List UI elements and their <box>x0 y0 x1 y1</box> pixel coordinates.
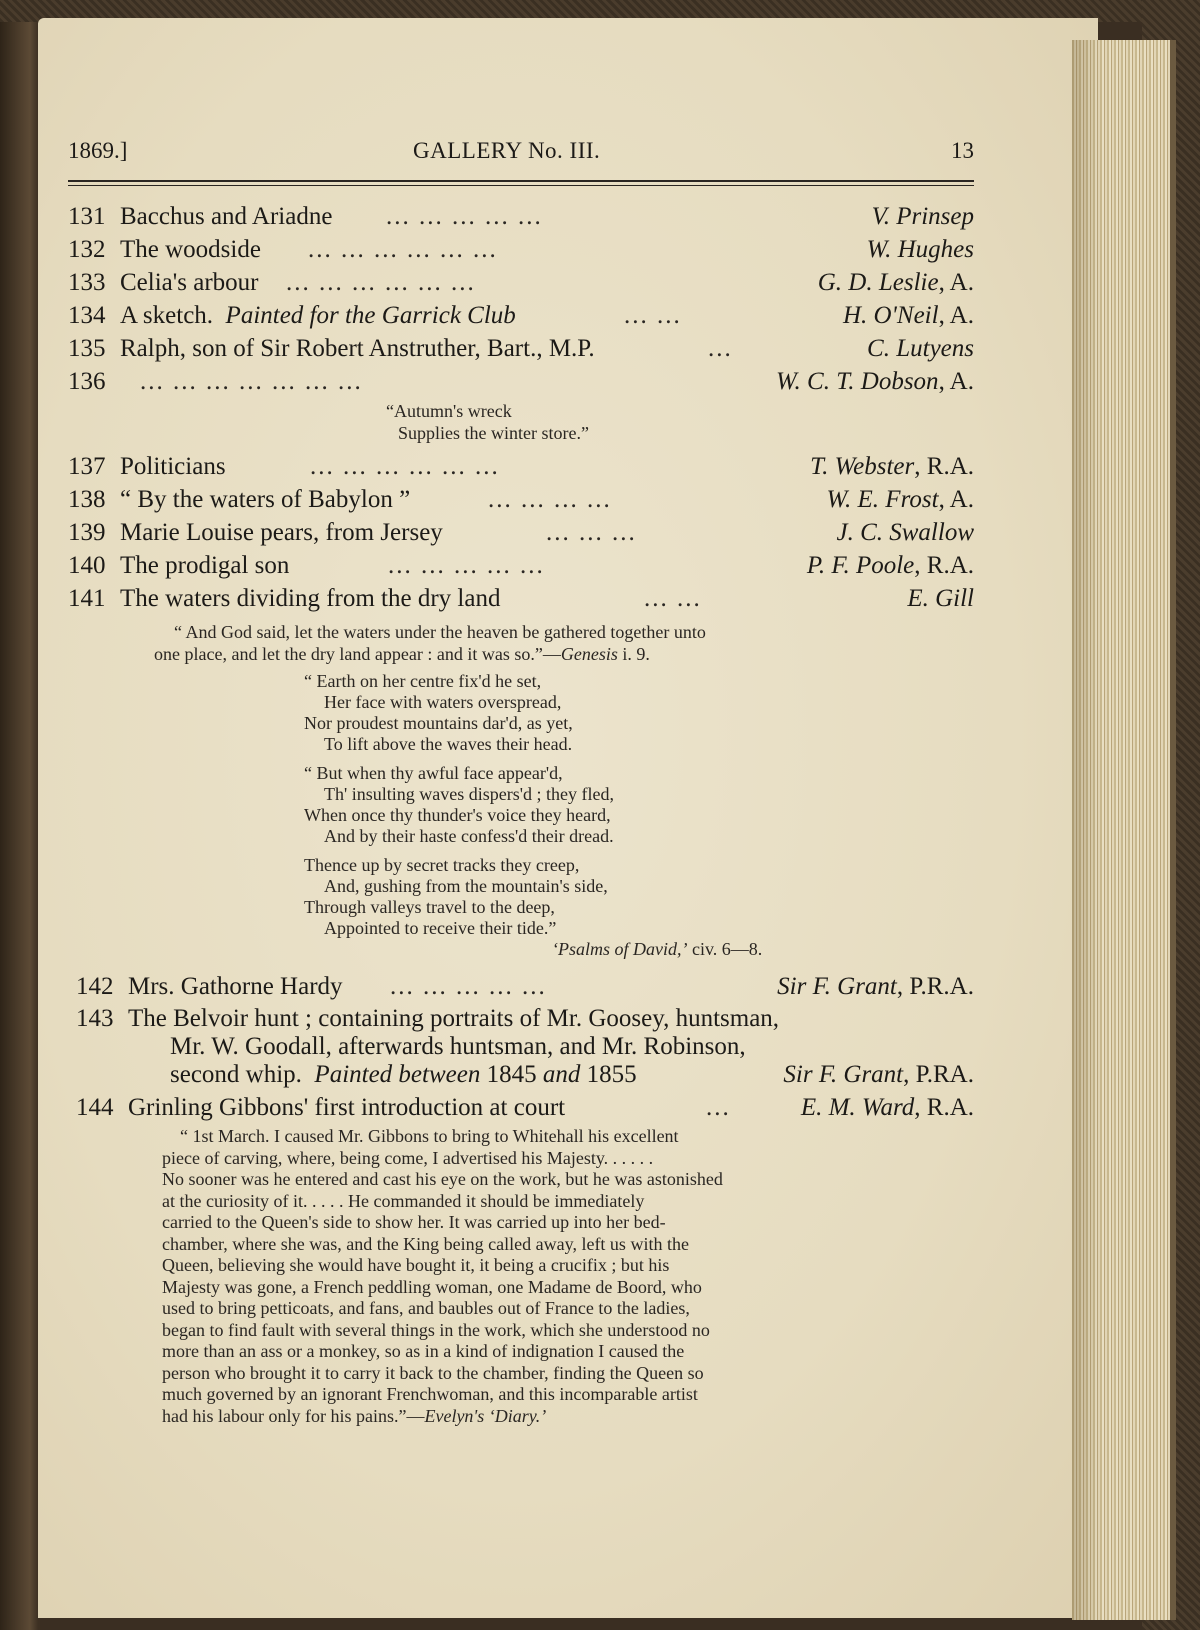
poem-line: Thence up by secret tracks they creep, <box>304 855 580 875</box>
catalogue-entry <box>68 450 974 483</box>
catalogue-entry <box>68 233 974 266</box>
entry-title: Mrs. Gathorne Hardy <box>128 973 343 1000</box>
entry-title: The waters dividing from the dry land <box>120 585 501 612</box>
leader-dots: ... ... <box>644 585 702 612</box>
entry-title: Politicians <box>120 453 226 480</box>
quote-line: carried to the Queen's side to show her. It was carried up into her bed- <box>162 1212 666 1232</box>
leader-dots: ... ... <box>624 302 682 329</box>
catalogue-entry <box>68 299 974 332</box>
entry-artist: V. Prinsep <box>871 203 974 230</box>
quote-line: Supplies the winter store.” <box>398 423 589 443</box>
poem-line: To lift above the waves their head. <box>324 734 573 754</box>
entry-title-line: The Belvoir hunt ; containing portraits of Mr. Goosey, huntsman, <box>128 1005 780 1032</box>
catalogue-entry <box>68 483 974 516</box>
running-header <box>68 138 974 178</box>
entry-artist: T. Webster, R.A. <box>810 453 974 480</box>
catalogue-entry <box>76 970 974 1003</box>
entry-title: Grinling Gibbons' first introduction at court <box>128 1094 566 1121</box>
entry-artist: W. C. T. Dobson, A. <box>776 368 974 395</box>
catalogue-entry <box>76 1091 974 1124</box>
poem-line: And by their haste confess'd their dread. <box>324 826 614 846</box>
catalogue-entry <box>68 516 974 549</box>
entry-title: Marie Louise pears, from Jersey <box>120 519 443 546</box>
quote-line: used to bring petticoats, and fans, and baubles out of France to the ladies, <box>162 1298 690 1318</box>
entry-title: The woodside <box>120 236 261 263</box>
entry-title: The prodigal son <box>120 552 290 579</box>
page-number: 13 <box>951 138 974 163</box>
catalogue-entry <box>68 266 974 299</box>
poem-line: And, gushing from the mountain's side, <box>324 876 608 896</box>
poem-line: Appointed to receive their tide.” <box>324 918 557 938</box>
entry-number: 143 <box>76 1005 114 1032</box>
entry-artist: E. Gill <box>907 585 974 612</box>
entry-line <box>76 1033 974 1061</box>
entry-number: 137 <box>68 453 106 480</box>
quote-line: Majesty was gone, a French peddling woman, one Madame de Boord, who <box>162 1276 702 1297</box>
entry-number: 142 <box>76 973 114 1000</box>
quote-line: began to find fault with several things in the work, which she understood no <box>162 1319 710 1340</box>
poem-stanza <box>304 855 974 939</box>
quote-line: one place, and let the dry land appear : and it was so.”—Genesis i. 9. <box>154 644 650 664</box>
entry-artist: W. Hughes <box>866 236 974 263</box>
entry-number: 132 <box>68 236 106 263</box>
entry-number: 139 <box>68 519 106 546</box>
page-edge-shadow <box>1072 40 1102 1620</box>
leader-dots: ... ... ... ... ... ... <box>308 236 498 263</box>
quote-line: at the curiosity of it. . . . . He commanded it should be immediately <box>162 1190 645 1211</box>
poem-line: Through valleys travel to the deep, <box>304 897 555 917</box>
entry-artist: P. F. Poole, R.A. <box>806 552 974 579</box>
quote-line: piece of carving, where, being come, I advertised his Majesty. . . . . . <box>162 1147 654 1168</box>
entry-number: 138 <box>68 486 106 513</box>
quote-line: Queen, believing she would have bought it, it being a crucifix ; but his <box>162 1255 670 1275</box>
poem-line: Th' insulting waves dispers'd ; they fled, <box>324 784 614 804</box>
entry-artist: Sir F. Grant, P.RA. <box>783 1061 974 1088</box>
page-content <box>68 138 974 1427</box>
entry-number: 141 <box>68 585 106 612</box>
quote-line: person who brought it to carry it back to the chamber, finding the Queen so <box>162 1362 704 1383</box>
entry-title: Bacchus and Ariadne <box>120 203 333 230</box>
quote-line: much governed by an ignorant Frenchwoman, and this incomparable artist <box>162 1384 698 1404</box>
leader-dots: ... ... ... ... ... ... <box>286 269 476 296</box>
poem-stanza <box>304 671 974 755</box>
entry-title: A sketch. Painted for the Garrick Club <box>120 302 516 329</box>
genesis-quote <box>68 621 974 665</box>
header-year: 1869.] <box>68 138 128 163</box>
entry-artist: W. E. Frost, A. <box>826 486 974 513</box>
entry-number: 134 <box>68 302 106 329</box>
quote-line: chamber, where she was, and the King being called away, left us with the <box>162 1233 689 1254</box>
leader-dots: ... ... ... ... ... <box>390 973 547 1000</box>
leader-dots: ... <box>706 1094 731 1121</box>
entry-title: “ By the waters of Babylon ” <box>120 486 411 513</box>
entry-line <box>76 1061 974 1089</box>
quote-136 <box>68 400 974 444</box>
entry-artist: J. C. Swallow <box>836 519 974 546</box>
entry-artist: E. M. Ward, R.A. <box>800 1094 974 1121</box>
entry-number: 135 <box>68 335 106 362</box>
poem-line: When once thy thunder's voice they heard, <box>304 805 611 825</box>
catalogue-entry <box>68 549 974 582</box>
entry-artist: C. Lutyens <box>867 335 974 362</box>
poem-line: “ But when thy awful face appear'd, <box>304 763 563 783</box>
entry-artist: G. D. Leslie, A. <box>817 269 974 296</box>
entry-line <box>76 1005 974 1033</box>
leader-dots: ... ... ... ... ... ... <box>310 453 500 480</box>
quote-line: “ And God said, let the waters under the heaven be gathered together unto <box>174 622 706 642</box>
poem-attribution: ‘Psalms of David,’ civ. 6—8. <box>552 939 763 959</box>
leader-dots: ... ... ... ... ... <box>388 552 545 579</box>
evelyn-quote <box>162 1126 852 1427</box>
entry-title: Celia's arbour <box>120 269 259 296</box>
leader-dots: ... ... ... ... ... ... ... <box>140 368 363 395</box>
leader-dots: ... ... ... ... <box>488 486 612 513</box>
catalogue-entry <box>68 365 974 398</box>
leader-dots: ... ... ... <box>546 519 637 546</box>
poem-stanza <box>304 763 974 847</box>
quote-line: had his labour only for his pains.”—Evelyn's ‘Diary.’ <box>162 1405 547 1426</box>
entry-artist: Sir F. Grant, P.R.A. <box>777 973 974 1000</box>
entry-title-line: Mr. W. Goodall, afterwards huntsman, and Mr. Robinson, <box>170 1033 746 1060</box>
entry-artist: H. O'Neil, A. <box>842 302 974 329</box>
entry-number: 140 <box>68 552 106 579</box>
quote-line: “Autumn's wreck <box>386 401 512 421</box>
leader-dots: ... <box>708 335 733 362</box>
header-gallery-title: GALLERY No. III. <box>413 138 601 163</box>
entry-number: 133 <box>68 269 106 296</box>
header-rule <box>68 180 974 186</box>
quote-line: more than an ass or a monkey, so as in a kind of indignation I caused the <box>162 1341 685 1361</box>
poem-line: “ Earth on her centre fix'd he set, <box>304 671 542 691</box>
catalogue-entry-143 <box>76 1005 974 1089</box>
entry-number: 131 <box>68 203 106 230</box>
entries-142-144 <box>68 970 974 1124</box>
catalogue-entry <box>68 200 974 233</box>
psalm-poem <box>68 671 974 960</box>
catalogue-entry <box>68 332 974 365</box>
entry-title-line: second whip. Painted between 1845 and 1855 <box>170 1061 637 1088</box>
poem-line: Her face with waters overspread, <box>324 692 562 712</box>
quote-line: “ 1st March. I caused Mr. Gibbons to bring to Whitehall his excellent <box>180 1126 679 1146</box>
entry-title: Ralph, son of Sir Robert Anstruther, Bart., M.P. <box>120 335 595 362</box>
catalogue-entry <box>68 582 974 615</box>
entries-137-141 <box>68 450 974 615</box>
quote-line: No sooner was he entered and cast his eye on the work, but he was astonished <box>162 1169 723 1189</box>
entry-number: 136 <box>68 368 106 395</box>
poem-line: Nor proudest mountains dar'd, as yet, <box>304 713 573 733</box>
leader-dots: ... ... ... ... ... <box>386 203 543 230</box>
entry-number: 144 <box>76 1094 114 1121</box>
